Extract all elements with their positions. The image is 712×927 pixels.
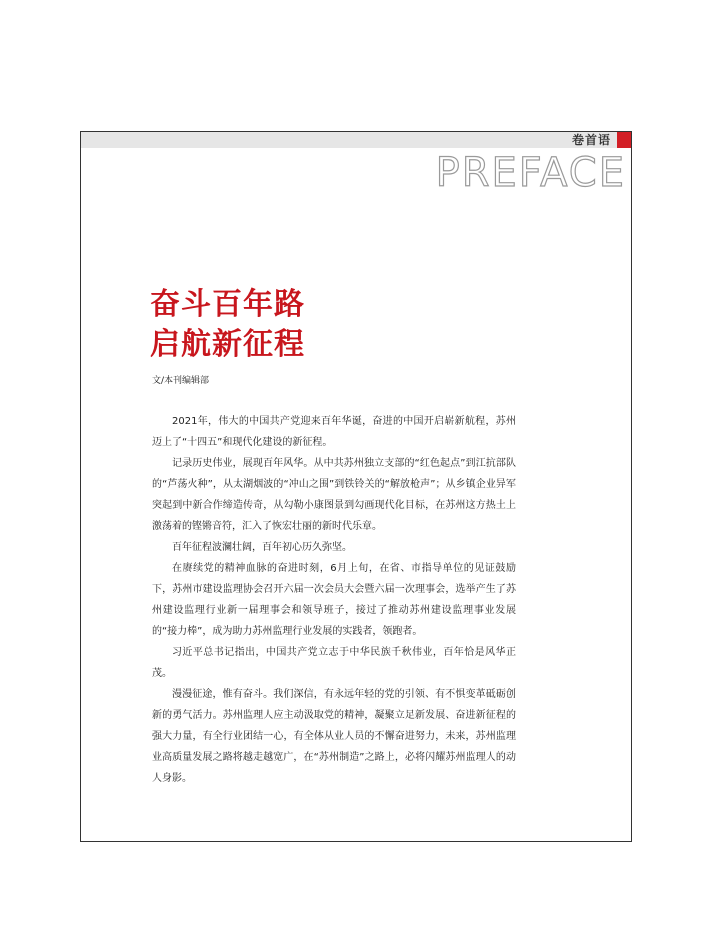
paragraph: 2021年，伟大的中国共产党迎来百年华诞，奋进的中国开启崭新航程，苏州迈上了“十四五”和现代化建设的新征程。 <box>152 416 516 448</box>
title-line-2: 启航新征程 <box>150 327 305 362</box>
header-band <box>81 132 617 148</box>
section-label: 卷首语 <box>571 133 611 147</box>
title-line-1: 奋斗百年路 <box>150 287 305 322</box>
paragraph: 百年征程波澜壮阔，百年初心历久弥坚。 <box>172 542 352 553</box>
paragraph: 在赓续党的精神血脉的奋进时刻，6月上旬，在省、市指导单位的见证鼓励下，苏州市建设监理协会召开六届一次会员大会暨六届一次理事会，选举产生了苏州建设监理行业新一届理事会和领导班子，接过了推动苏州建设监理事业发展的“接力棒”，成为助力苏州监理行业发展的实践者，领跑者。 <box>152 563 516 637</box>
paragraph: 习近平总书记指出，中国共产党立志于中华民族千秋伟业，百年恰是风华正茂。 <box>152 647 516 679</box>
paragraph: 记录历史伟业，展现百年风华。从中共苏州独立支部的“红色起点”到江抗部队的“芦荡火种”，从太湖烟波的“冲山之围”到铁铃关的“解放枪声”；从乡镇企业异军突起到中新合作缔造传奇，从勾勒小康图景到勾画现代化目标，在苏州这方热土上激荡着的铿锵音符，汇入了恢宏壮丽的新时代乐章。 <box>152 458 516 532</box>
article-body <box>152 411 516 789</box>
accent-square <box>617 132 631 148</box>
preface-heading: PREFACE <box>435 150 626 196</box>
byline: 文/本刊编辑部 <box>152 376 210 386</box>
article-title <box>150 285 305 365</box>
paragraph: 漫漫征途，惟有奋斗。我们深信，有永远年轻的党的引领、有不惧变革砥砺创新的勇气活力。苏州监理人应主动汲取党的精神，凝聚立足新发展、奋进新征程的强大力量，有全行业团结一心，有全体从业人员的不懈奋进努力，未来，苏州监理业高质量发展之路将越走越宽广，在“苏州制造”之路上，必将闪耀苏州监理人的动人身影。 <box>152 689 516 784</box>
